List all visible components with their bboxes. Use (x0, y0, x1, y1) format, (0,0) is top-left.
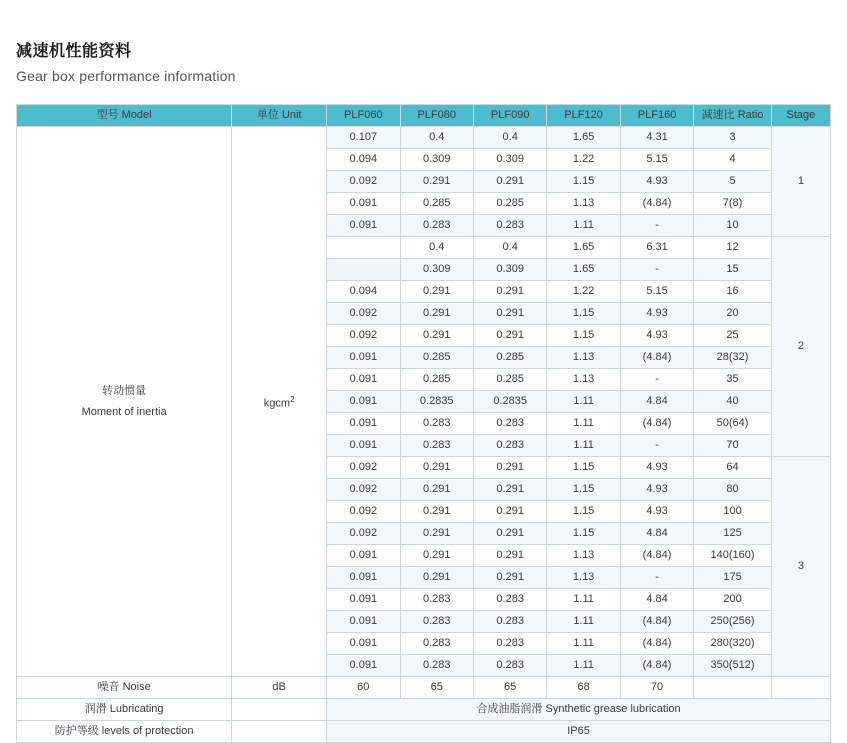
cell-plf080: 0.291 (400, 545, 473, 567)
cell-plf080: 0.291 (400, 523, 473, 545)
cell-ratio: 64 (694, 457, 772, 479)
footer-cell-plf090: 65 (473, 677, 546, 699)
col-header-stage: Stage (771, 105, 830, 127)
cell-plf160: 5.15 (620, 149, 693, 171)
cell-ratio: 12 (694, 237, 772, 259)
cell-plf060: 0.092 (327, 457, 400, 479)
cell-plf160: - (620, 567, 693, 589)
cell-plf160: 4.84 (620, 391, 693, 413)
col-header-unit: 单位 Unit (232, 105, 327, 127)
cell-plf080: 0.291 (400, 171, 473, 193)
cell-plf080: 0.291 (400, 479, 473, 501)
cell-plf120: 1.11 (547, 611, 620, 633)
col-header-model: 型号 Model (17, 105, 232, 127)
cell-plf080: 0.291 (400, 457, 473, 479)
row-label-cn: 转动惯量 (102, 384, 147, 397)
cell-plf080: 0.291 (400, 567, 473, 589)
cell-plf090: 0.285 (473, 193, 546, 215)
cell-ratio: 28(32) (694, 347, 772, 369)
cell-plf090: 0.283 (473, 435, 546, 457)
cell-plf120: 1.11 (547, 413, 620, 435)
cell-plf120: 1.65 (547, 127, 620, 149)
cell-plf060 (327, 237, 400, 259)
cell-plf060: 0.092 (327, 501, 400, 523)
cell-plf120: 1.15 (547, 501, 620, 523)
table-row (17, 127, 831, 149)
cell-ratio: 140(160) (694, 545, 772, 567)
cell-plf090: 0.291 (473, 171, 546, 193)
cell-ratio: 280(320) (694, 633, 772, 655)
cell-plf060: 0.092 (327, 171, 400, 193)
page-title-cn: 减速机性能资料 (16, 43, 132, 60)
cell-plf160: 4.84 (620, 589, 693, 611)
cell-stage: 3 (771, 457, 830, 677)
page-header (16, 0, 831, 84)
gearbox-performance-table (16, 104, 831, 743)
col-header-plf060: PLF060 (327, 105, 400, 127)
cell-ratio: 15 (694, 259, 772, 281)
cell-plf080: 0.4 (400, 127, 473, 149)
cell-plf060: 0.107 (327, 127, 400, 149)
footer-cell-ratio (694, 677, 772, 699)
cell-plf120: 1.22 (547, 149, 620, 171)
cell-ratio: 70 (694, 435, 772, 457)
cell-plf060: 0.091 (327, 215, 400, 237)
cell-plf080: 0.309 (400, 149, 473, 171)
cell-plf060: 0.091 (327, 567, 400, 589)
cell-plf060: 0.091 (327, 391, 400, 413)
cell-plf160: 4.93 (620, 171, 693, 193)
cell-plf090: 0.4 (473, 127, 546, 149)
cell-plf120: 1.11 (547, 633, 620, 655)
cell-ratio: 175 (694, 567, 772, 589)
cell-plf060: 0.094 (327, 281, 400, 303)
cell-plf160: 5.15 (620, 281, 693, 303)
cell-plf160: (4.84) (620, 545, 693, 567)
cell-plf080: 0.285 (400, 193, 473, 215)
footer-row-merged-value: IP65 (327, 721, 831, 743)
cell-plf160: 4.93 (620, 457, 693, 479)
cell-ratio: 25 (694, 325, 772, 347)
cell-plf090: 0.283 (473, 215, 546, 237)
footer-row-unit (232, 699, 327, 721)
cell-plf080: 0.291 (400, 501, 473, 523)
cell-plf160: - (620, 215, 693, 237)
cell-plf120: 1.15 (547, 457, 620, 479)
cell-plf160: - (620, 369, 693, 391)
cell-plf090: 0.285 (473, 369, 546, 391)
footer-row (17, 721, 831, 743)
cell-plf120: 1.13 (547, 545, 620, 567)
cell-plf090: 0.283 (473, 413, 546, 435)
cell-plf080: 0.2835 (400, 391, 473, 413)
cell-plf120: 1.11 (547, 655, 620, 677)
cell-plf160: - (620, 259, 693, 281)
cell-ratio: 100 (694, 501, 772, 523)
cell-plf120: 1.13 (547, 193, 620, 215)
cell-plf080: 0.291 (400, 325, 473, 347)
cell-plf090: 0.309 (473, 259, 546, 281)
cell-plf060: 0.091 (327, 413, 400, 435)
cell-plf090: 0.2835 (473, 391, 546, 413)
cell-plf060: 0.092 (327, 325, 400, 347)
cell-plf090: 0.283 (473, 633, 546, 655)
cell-plf160: (4.84) (620, 633, 693, 655)
cell-plf160: (4.84) (620, 611, 693, 633)
table-header (17, 105, 831, 127)
cell-plf090: 0.291 (473, 479, 546, 501)
row-label-en: Moment of inertia (81, 405, 167, 418)
row-label-moment-of-inertia (17, 127, 232, 677)
footer-cell-plf080: 65 (400, 677, 473, 699)
cell-plf120: 1.13 (547, 347, 620, 369)
cell-plf080: 0.283 (400, 611, 473, 633)
cell-plf120: 1.15 (547, 479, 620, 501)
col-header-plf090: PLF090 (473, 105, 546, 127)
footer-row-label: 噪音 Noise (17, 677, 232, 699)
cell-ratio: 50(64) (694, 413, 772, 435)
cell-plf080: 0.291 (400, 303, 473, 325)
cell-plf060: 0.091 (327, 633, 400, 655)
cell-plf090: 0.291 (473, 501, 546, 523)
cell-plf080: 0.285 (400, 347, 473, 369)
cell-plf080: 0.283 (400, 633, 473, 655)
cell-plf090: 0.291 (473, 523, 546, 545)
cell-plf080: 0.285 (400, 369, 473, 391)
footer-row-merged-value: 合成油脂润滑 Synthetic grease lubrication (327, 699, 831, 721)
footer-cell-plf060: 60 (327, 677, 400, 699)
cell-plf090: 0.291 (473, 303, 546, 325)
cell-ratio: 350(512) (694, 655, 772, 677)
footer-row-unit: dB (232, 677, 327, 699)
cell-ratio: 16 (694, 281, 772, 303)
cell-plf160: 6.31 (620, 237, 693, 259)
cell-plf080: 0.283 (400, 435, 473, 457)
col-header-plf120: PLF120 (547, 105, 620, 127)
cell-ratio: 4 (694, 149, 772, 171)
cell-plf060: 0.092 (327, 303, 400, 325)
footer-cell-plf120: 68 (547, 677, 620, 699)
cell-plf090: 0.291 (473, 281, 546, 303)
cell-plf060: 0.092 (327, 479, 400, 501)
cell-plf160: 4.93 (620, 501, 693, 523)
cell-plf160: 4.84 (620, 523, 693, 545)
cell-ratio: 5 (694, 171, 772, 193)
cell-plf120: 1.15 (547, 171, 620, 193)
cell-plf060: 0.092 (327, 523, 400, 545)
cell-ratio: 7(8) (694, 193, 772, 215)
table-header-row (17, 105, 831, 127)
cell-plf120: 1.11 (547, 391, 620, 413)
cell-plf060: 0.091 (327, 611, 400, 633)
cell-plf080: 0.4 (400, 237, 473, 259)
cell-plf080: 0.291 (400, 281, 473, 303)
cell-ratio: 3 (694, 127, 772, 149)
cell-plf160: - (620, 435, 693, 457)
cell-plf120: 1.11 (547, 589, 620, 611)
cell-plf120: 1.65 (547, 259, 620, 281)
cell-plf160: 4.93 (620, 479, 693, 501)
cell-plf060: 0.091 (327, 193, 400, 215)
cell-plf080: 0.283 (400, 589, 473, 611)
col-header-plf160: PLF160 (620, 105, 693, 127)
footer-cell-stage (771, 677, 830, 699)
cell-plf120: 1.15 (547, 325, 620, 347)
cell-plf090: 0.283 (473, 589, 546, 611)
cell-ratio: 125 (694, 523, 772, 545)
cell-ratio: 250(256) (694, 611, 772, 633)
cell-plf060: 0.091 (327, 655, 400, 677)
cell-plf090: 0.291 (473, 545, 546, 567)
cell-plf090: 0.283 (473, 655, 546, 677)
row-unit-moment-of-inertia: kgcm$^2$ (232, 127, 327, 677)
cell-plf060 (327, 259, 400, 281)
cell-ratio: 20 (694, 303, 772, 325)
cell-plf090: 0.309 (473, 149, 546, 171)
cell-plf080: 0.283 (400, 655, 473, 677)
cell-plf060: 0.091 (327, 435, 400, 457)
cell-plf060: 0.094 (327, 149, 400, 171)
cell-plf120: 1.22 (547, 281, 620, 303)
cell-plf160: (4.84) (620, 347, 693, 369)
cell-plf090: 0.291 (473, 457, 546, 479)
footer-row (17, 677, 831, 699)
footer-row-label: 润滑 Lubricating (17, 699, 232, 721)
cell-ratio: 10 (694, 215, 772, 237)
cell-plf090: 0.291 (473, 567, 546, 589)
cell-plf160: 4.31 (620, 127, 693, 149)
cell-plf120: 1.15 (547, 523, 620, 545)
footer-row-unit (232, 721, 327, 743)
cell-ratio: 80 (694, 479, 772, 501)
cell-stage: 1 (771, 127, 830, 237)
cell-plf160: (4.84) (620, 413, 693, 435)
cell-plf120: 1.65 (547, 237, 620, 259)
cell-plf090: 0.4 (473, 237, 546, 259)
cell-ratio: 200 (694, 589, 772, 611)
cell-plf120: 1.13 (547, 369, 620, 391)
cell-plf120: 1.13 (547, 567, 620, 589)
cell-stage: 2 (771, 237, 830, 457)
cell-plf160: 4.93 (620, 303, 693, 325)
cell-plf120: 1.11 (547, 435, 620, 457)
cell-plf160: (4.84) (620, 193, 693, 215)
cell-plf090: 0.285 (473, 347, 546, 369)
cell-plf160: 4.93 (620, 325, 693, 347)
cell-plf120: 1.11 (547, 215, 620, 237)
cell-plf080: 0.283 (400, 215, 473, 237)
col-header-plf080: PLF080 (400, 105, 473, 127)
col-header-ratio: 减速比 Ratio (694, 105, 772, 127)
cell-plf060: 0.091 (327, 369, 400, 391)
unit-exponent: 2 (290, 394, 295, 404)
table-body (17, 127, 831, 743)
cell-ratio: 40 (694, 391, 772, 413)
cell-plf080: 0.283 (400, 413, 473, 435)
cell-plf060: 0.091 (327, 347, 400, 369)
cell-plf090: 0.291 (473, 325, 546, 347)
cell-plf060: 0.091 (327, 589, 400, 611)
cell-plf080: 0.309 (400, 259, 473, 281)
cell-plf160: (4.84) (620, 655, 693, 677)
footer-row-label: 防护等级 levels of protection (17, 721, 232, 743)
cell-plf090: 0.283 (473, 611, 546, 633)
footer-row (17, 699, 831, 721)
footer-cell-plf160: 70 (620, 677, 693, 699)
cell-ratio: 35 (694, 369, 772, 391)
cell-plf120: 1.15 (547, 303, 620, 325)
page-title-en: Gear box performance information (16, 68, 236, 84)
cell-plf060: 0.091 (327, 545, 400, 567)
